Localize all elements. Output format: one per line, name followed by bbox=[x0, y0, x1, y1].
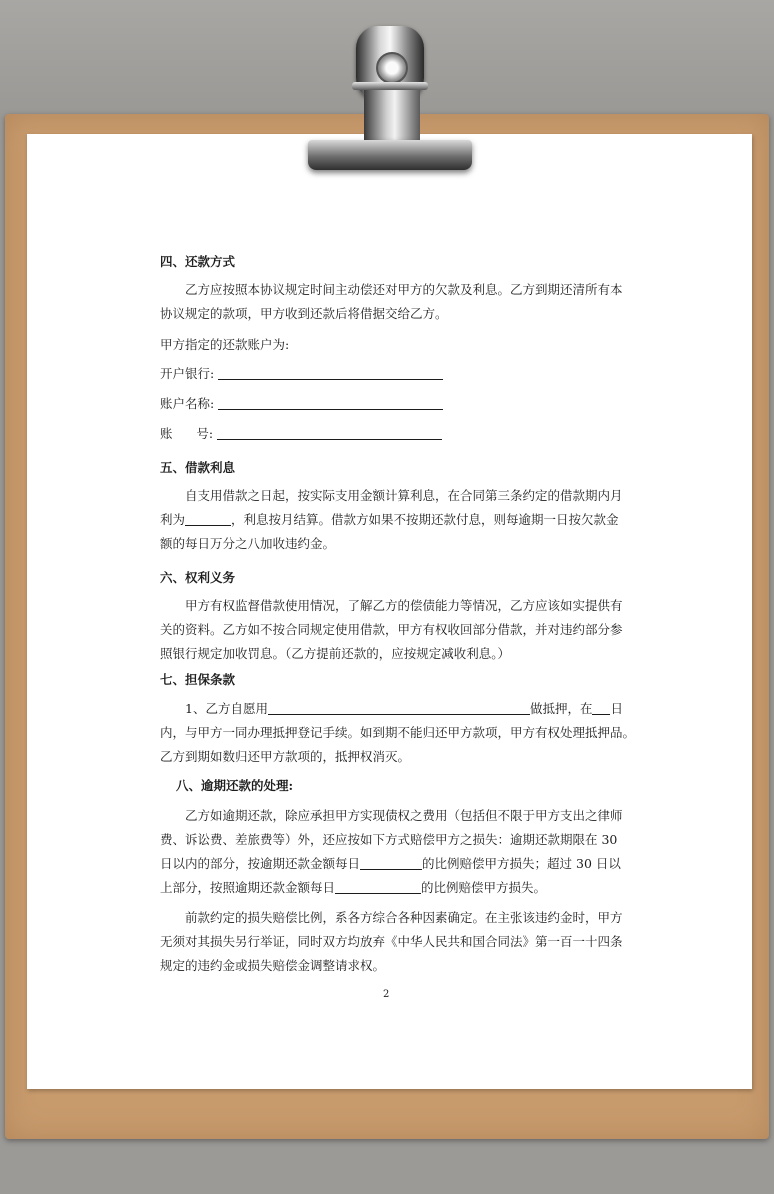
section-6-line-3: 照银行规定加收罚息。（乙方提前还款的，应按规定减收利息。） bbox=[160, 646, 511, 661]
account-intro: 甲方指定的还款账户为: bbox=[160, 337, 290, 352]
section-4-title: 四、还款方式 bbox=[160, 254, 236, 269]
section-5-title: 五、借款利息 bbox=[160, 460, 236, 475]
within-30-rate-blank bbox=[360, 855, 422, 870]
section-5-line-3: 额的每日万分之八加收违约金。 bbox=[160, 536, 336, 551]
section-7-line-2: 内，与甲方一同办理抵押登记手续。如到期不能归还甲方款项，甲方有权处理抵押品。 bbox=[160, 725, 636, 740]
section-8-p2-line-1: 前款约定的损失赔偿比例，系各方综合各种因素确定。在主张该违约金时，甲方 bbox=[185, 910, 623, 925]
section-8-title: 八、逾期还款的处理: bbox=[176, 778, 294, 793]
section-6-line-2: 关的资料。乙方如不按合同规定使用借款，甲方有权收回部分借款，并对违约部分参 bbox=[160, 622, 623, 637]
section-5-line-2 bbox=[160, 508, 630, 532]
within-30-label: 日以内的部分，按逾期还款金额每日 bbox=[160, 856, 361, 871]
section-4-para-line-1: 乙方应按照本协议规定时间主动偿还对甲方的欠款及利息。乙方到期还清所有本 bbox=[185, 282, 623, 297]
account-number-blank bbox=[217, 425, 442, 440]
days-label: 日 bbox=[610, 701, 623, 716]
bank-label: 开户银行: bbox=[160, 366, 215, 381]
section-7-line-1 bbox=[160, 697, 630, 721]
days-blank bbox=[592, 700, 610, 715]
collateral-blank bbox=[268, 700, 530, 715]
section-5-line-1: 自支用借款之日起，按实际支用金额计算利息，在合同第三条约定的借款期内月 bbox=[185, 488, 623, 503]
section-8-p1-line-3 bbox=[160, 852, 630, 876]
account-number-label: 账 号: bbox=[160, 426, 214, 441]
section-7-title: 七、担保条款 bbox=[160, 672, 236, 687]
section-7-line-3: 乙方到期如数归还甲方款项的，抵押权消灭。 bbox=[160, 749, 411, 764]
bank-blank bbox=[218, 365, 443, 380]
bank-field-row bbox=[160, 362, 630, 386]
interest-label: 利为 bbox=[160, 512, 186, 527]
binder-clip-icon bbox=[290, 22, 490, 182]
section-8-p1-line-4 bbox=[160, 876, 630, 900]
over-30-rate-blank bbox=[335, 879, 421, 894]
section-6-title: 六、权利义务 bbox=[160, 570, 236, 585]
section-4-para-line-2: 协议规定的款项，甲方收到还款后将借据交给乙方。 bbox=[160, 306, 448, 321]
section-8-p2-line-2: 无须对其损失另行举证，同时双方均放弃《中华人民共和国合同法》第一百一十四条 bbox=[160, 934, 623, 949]
account-number-row bbox=[160, 422, 630, 446]
collateral-label: 1、乙方自愿用 bbox=[185, 701, 268, 716]
over-30-label: 上部分，按照逾期还款金额每日 bbox=[160, 880, 336, 895]
page-number: 2 bbox=[383, 989, 390, 1000]
section-8-p1-line-1: 乙方如逾期还款，除应承担甲方实现债权之费用（包括但不限于甲方支出之律师 bbox=[185, 808, 623, 823]
account-name-row bbox=[160, 392, 630, 416]
section-8-p2-line-3: 规定的违约金或损失赔偿金调整请求权。 bbox=[160, 958, 386, 973]
collateral-text: 做抵押，在 bbox=[529, 701, 593, 716]
section-5-line-2-text: ，利息按月结算。借款方如果不按期还款付息，则每逾期一日按欠款金 bbox=[231, 512, 619, 527]
section-8-p1-line-2: 费、诉讼费、差旅费等）外，还应按如下方式赔偿甲方之损失：逾期还款期限在 30 bbox=[160, 832, 618, 847]
account-name-label: 账户名称: bbox=[160, 396, 215, 411]
interest-rate-blank bbox=[185, 511, 231, 526]
section-6-line-1: 甲方有权监督借款使用情况，了解乙方的偿债能力等情况，乙方应该如实提供有 bbox=[185, 598, 623, 613]
over-30-text: 的比例赔偿甲方损失。 bbox=[421, 880, 547, 895]
within-30-text: 的比例赔偿甲方损失；超过 30 日以 bbox=[422, 856, 621, 871]
account-name-blank bbox=[218, 395, 443, 410]
